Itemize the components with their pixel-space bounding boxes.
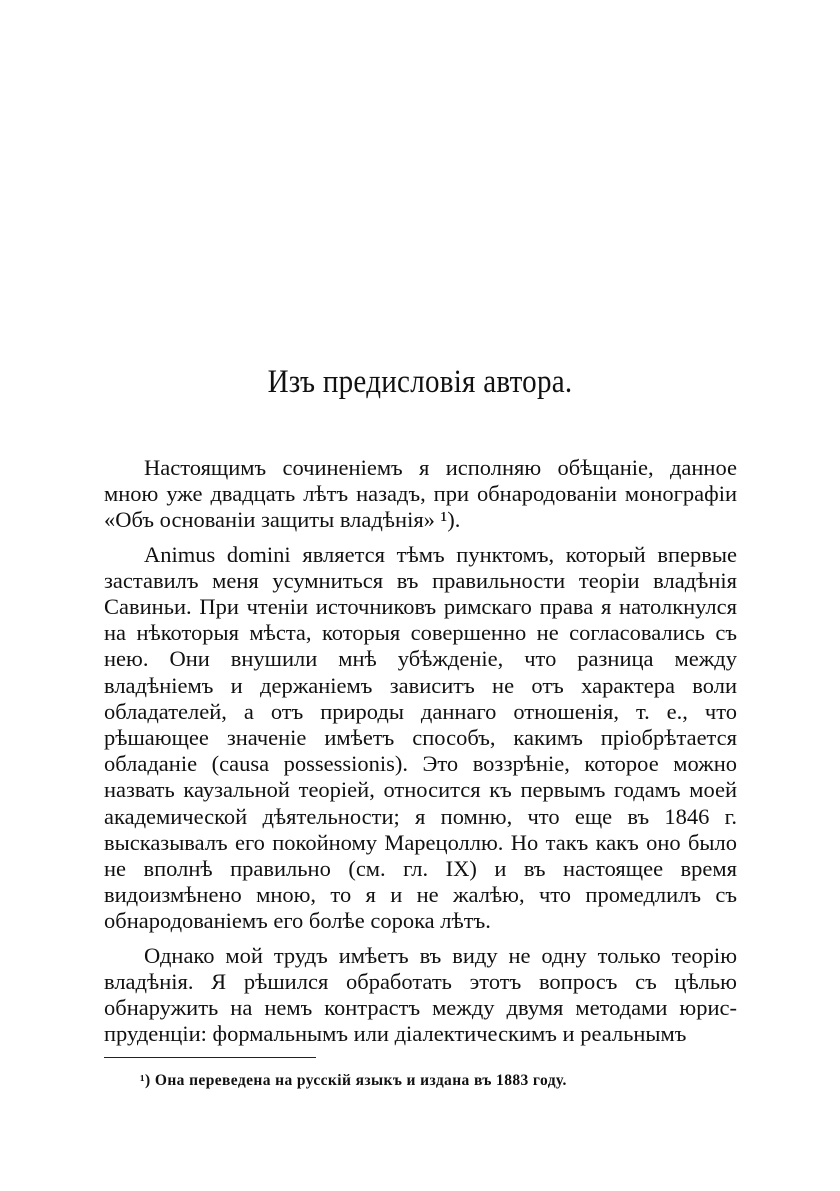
paragraph-2: Animus domini является тѣмъ пунктомъ, который впервые заставилъ меня усумниться въ правильности теоріи владѣнія Савиньи. При чтеніи источниковъ римскаго права я натолкнулся на нѣкоторыя мѣста, которыя совершенно не согласовались съ нею. Они внушили мнѣ убѣжденіе, что разница между владѣніемъ и держаніемъ зависитъ не отъ характера воли обладателей, а отъ природы даннаго отношенія, т. е., что рѣшающее значеніе имѣетъ способъ, какимъ пріобрѣтается обладаніе (causa possessionis). Это воззрѣніе, которое можно назвать каузальной теоріей, относится къ первымъ годамъ моей академической дѣятельности; я помню, что еще въ 1846 г. высказывалъ его покойному Марецоллю. Но такъ какъ оно было не вполнѣ правильно (см. гл. IX) и въ настоящее время видоизмѣнено мною, то я и не жалѣю, что промедлилъ съ обнародованіемъ его болѣе сорока лѣтъ. <box>104 541 737 934</box>
preface-title: Изъ предисловія автора. <box>267 364 573 400</box>
footnote: ¹) Она переведена на русскій языкъ и издана въ 1883 году. <box>140 1072 567 1089</box>
footnote-separator <box>104 1057 316 1058</box>
paragraph-1: Настоящимъ сочиненіемъ я исполняю обѣщаніе, данное мною уже двадцать лѣтъ назадъ, при обнародованіи монографіи «Объ основаніи защиты владѣнія» ¹). <box>104 455 737 533</box>
paragraph-3: Однако мой трудъ имѣетъ въ виду не одну только теорію владѣнія. Я рѣшился обработать этотъ вопросъ съ цѣлью обнаружить на немъ контрастъ между двумя методами юриспруденціи: формальнымъ или діалектическимъ и реальнымъ <box>104 942 737 1047</box>
preface-body <box>104 455 737 1047</box>
